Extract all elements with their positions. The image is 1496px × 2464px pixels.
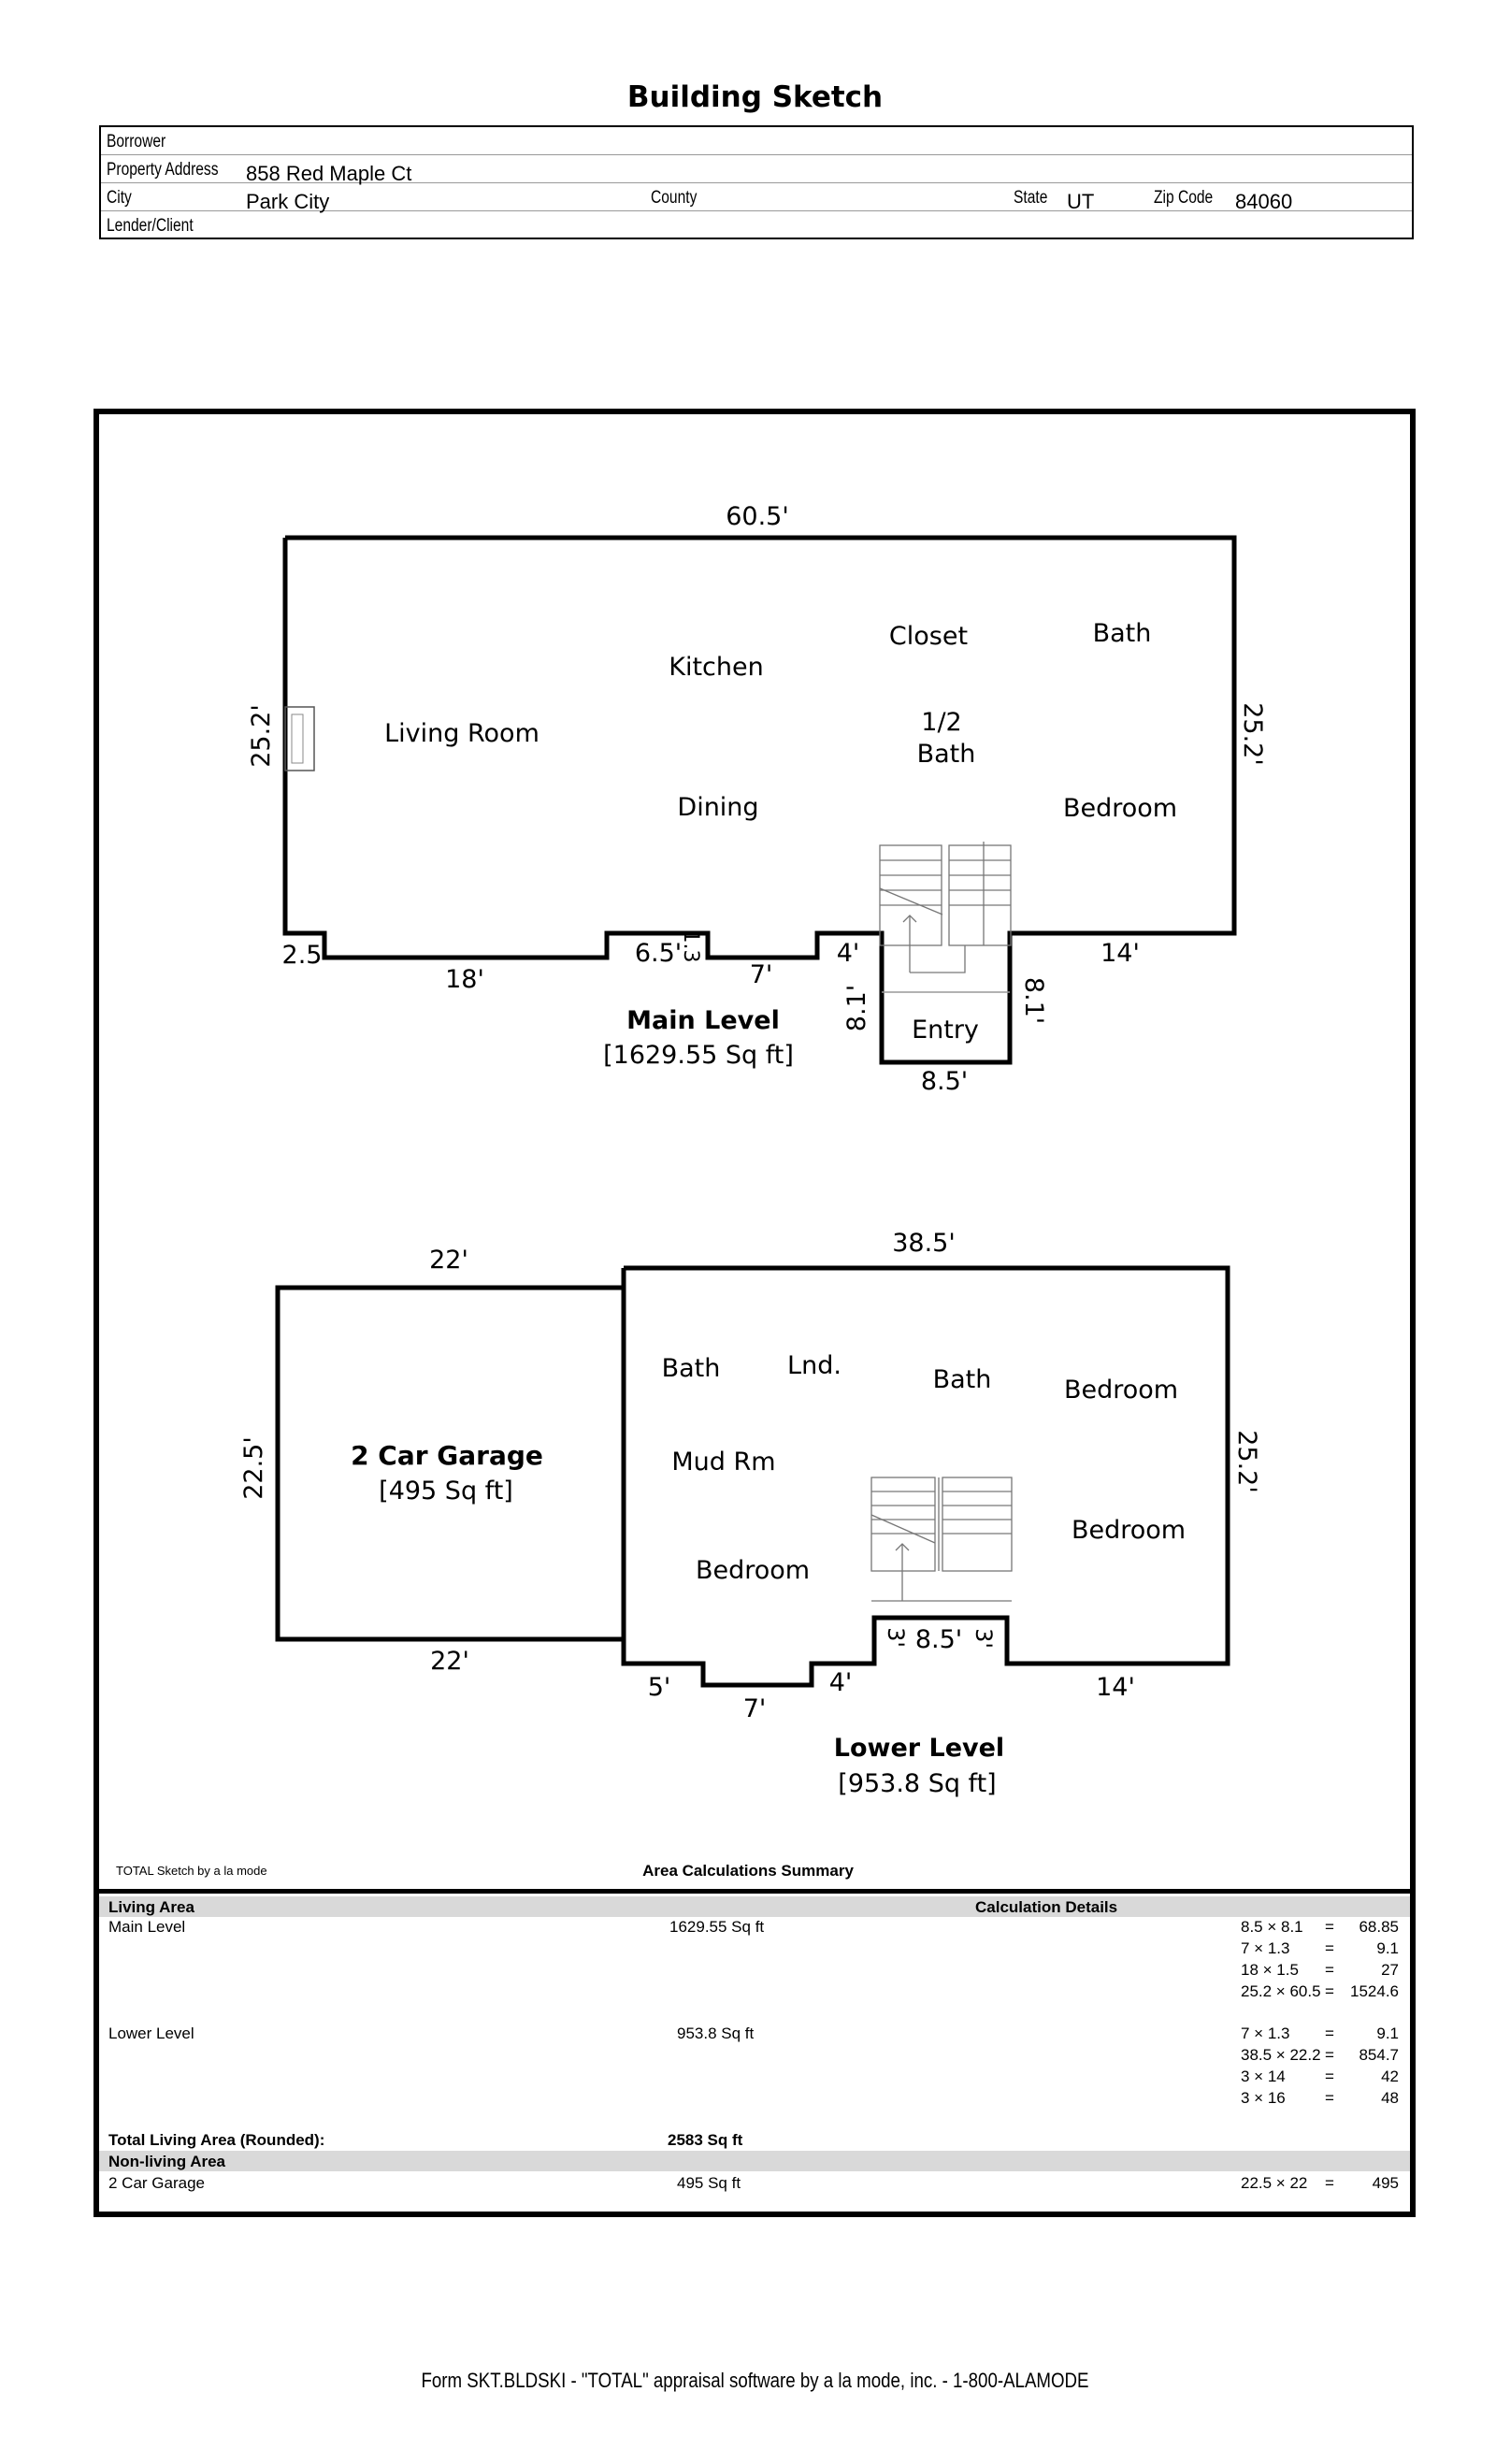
lower-bath-label-1: Bath <box>661 1354 721 1383</box>
city-value: Park City <box>246 190 330 213</box>
main-dim-right: 25.2' <box>1238 702 1267 766</box>
main-dim-2-5: 2.5 <box>281 941 323 970</box>
non-living-area-header: Non-living Area <box>108 2153 225 2170</box>
calc-expr: 3 × 14 <box>1241 2068 1286 2085</box>
living-area-header-band <box>99 1896 1410 1917</box>
calc-expr: 7 × 1.3 <box>1241 2025 1290 2042</box>
calc-result: 48 <box>1381 2089 1399 2107</box>
calc-result: 1524.6 <box>1350 1982 1399 2000</box>
borrower-label: Borrower <box>107 132 166 151</box>
lower-dim-5: 5' <box>647 1673 671 1702</box>
garage-dim-bottom: 22' <box>430 1647 469 1676</box>
laundry-label: Lnd. <box>787 1351 842 1380</box>
county-label: County <box>651 188 698 208</box>
total-living-area-label: Total Living Area (Rounded): <box>108 2131 325 2149</box>
sketch-software-label: TOTAL Sketch by a la mode <box>116 1864 267 1878</box>
half-bath-label-2: Bath <box>916 740 976 769</box>
calc-eq: = <box>1325 1918 1334 1936</box>
fireplace-symbol <box>285 707 314 771</box>
calc-result: 42 <box>1381 2068 1399 2085</box>
lower-dim-top: 38.5' <box>892 1229 956 1258</box>
main-dim-14: 14' <box>1100 939 1140 968</box>
lower-bedroom-label-1: Bedroom <box>1063 1376 1179 1405</box>
entry-dim-right: 8.1' <box>1019 976 1048 1025</box>
lower-dim-3-left: 3' <box>883 1627 909 1648</box>
calc-expr: 3 × 16 <box>1241 2089 1286 2107</box>
calc-result: 854.7 <box>1359 2046 1399 2064</box>
main-level-row-area: 1629.55 Sq ft <box>669 1918 765 1936</box>
garage-calc-result: 495 <box>1372 2174 1399 2192</box>
total-living-area-value: 2583 Sq ft <box>668 2131 743 2149</box>
main-dim-4: 4' <box>836 939 860 968</box>
lower-level-area: [953.8 Sq ft] <box>838 1769 997 1798</box>
calc-expr: 25.2 × 60.5 <box>1241 1982 1321 2000</box>
garage-name: 2 Car Garage <box>351 1440 543 1471</box>
dining-label: Dining <box>677 793 759 822</box>
calc-eq: = <box>1325 1982 1334 2000</box>
non-living-header-band <box>99 2151 1410 2171</box>
kitchen-label: Kitchen <box>669 653 764 682</box>
calc-expr: 38.5 × 22.2 <box>1241 2046 1321 2064</box>
mud-room-label: Mud Rm <box>671 1448 776 1477</box>
calc-expr: 8.5 × 8.1 <box>1241 1918 1303 1936</box>
main-stairs-symbol <box>880 842 1011 973</box>
calc-expr: 7 × 1.3 <box>1241 1939 1290 1957</box>
main-level-name: Main Level <box>626 1006 780 1035</box>
garage-row-name: 2 Car Garage <box>108 2174 205 2192</box>
lower-bedroom-label-3: Bedroom <box>1071 1516 1187 1545</box>
lower-stairs-symbol <box>871 1477 1012 1601</box>
garage-dim-left: 22.5' <box>239 1436 268 1500</box>
main-dim-6-5: 6.5' <box>634 939 683 968</box>
main-dim-top: 60.5' <box>726 502 789 531</box>
calc-expr: 18 × 1.5 <box>1241 1961 1299 1979</box>
garage-row-area: 495 Sq ft <box>677 2174 741 2192</box>
lower-level-name: Lower Level <box>833 1734 1005 1763</box>
lower-bath-label-2: Bath <box>932 1365 992 1394</box>
city-label: City <box>107 188 132 208</box>
main-dim-7: 7' <box>749 960 773 989</box>
main-level-area: [1629.55 Sq ft] <box>603 1041 794 1070</box>
property-address-value: 858 Red Maple Ct <box>246 162 412 185</box>
lower-dim-8-5: 8.5' <box>914 1625 963 1654</box>
living-area-header: Living Area <box>108 1898 194 1916</box>
half-bath-label-1: 1/2 <box>921 708 962 737</box>
lower-dim-14: 14' <box>1096 1673 1135 1702</box>
lower-dim-3-right: 3' <box>971 1628 997 1649</box>
lower-level-row-name: Lower Level <box>108 2025 194 2042</box>
garage-dim-top: 22' <box>429 1246 468 1275</box>
lender-label: Lender/Client <box>107 216 194 236</box>
garage-area: [495 Sq ft] <box>379 1477 513 1506</box>
calc-result: 27 <box>1381 1961 1399 1979</box>
calc-eq: = <box>1325 2025 1334 2042</box>
calc-eq: = <box>1325 1961 1334 1979</box>
calc-eq: = <box>1325 2089 1334 2107</box>
state-value: UT <box>1067 190 1095 213</box>
lower-bedroom-label-2: Bedroom <box>695 1556 811 1585</box>
area-summary-table <box>99 1889 1410 2212</box>
calc-eq: = <box>1325 2068 1334 2085</box>
main-bath-label: Bath <box>1092 619 1152 648</box>
closet-label: Closet <box>888 622 969 651</box>
garage-calc-expr: 22.5 × 22 <box>1241 2174 1308 2192</box>
main-dim-left: 25.2' <box>247 704 276 768</box>
entry-dim-bottom: 8.5' <box>920 1067 969 1096</box>
zip-code-value: 84060 <box>1235 190 1293 213</box>
lower-dim-4: 4' <box>828 1668 853 1697</box>
entry-dim-left: 8.1' <box>842 984 871 1032</box>
calc-result: 9.1 <box>1376 1939 1399 1957</box>
main-level-row-name: Main Level <box>108 1918 186 1936</box>
calc-eq: = <box>1325 1939 1334 1957</box>
zip-code-label: Zip Code <box>1154 188 1214 208</box>
lower-level-row-area: 953.8 Sq ft <box>677 2025 755 2042</box>
calc-result: 9.1 <box>1376 2025 1399 2042</box>
form-footer: Form SKT.BLDSKI - "TOTAL" appraisal software by a la mode, inc. - 1-800-ALAMODE <box>421 2369 1089 2392</box>
living-room-label: Living Room <box>384 719 539 748</box>
lower-dim-7: 7' <box>742 1694 767 1723</box>
garage-calc-eq: = <box>1325 2174 1334 2192</box>
lower-level-outline <box>624 1268 1228 1685</box>
property-address-label: Property Address <box>107 160 219 180</box>
calc-eq: = <box>1325 2046 1334 2064</box>
main-dim-18: 18' <box>445 965 484 994</box>
calc-result: 68.85 <box>1359 1918 1399 1936</box>
state-label: State <box>1014 188 1048 208</box>
page-title: Building Sketch <box>626 80 884 114</box>
calc-details-header: Calculation Details <box>975 1898 1118 1916</box>
main-bedroom-label: Bedroom <box>1062 794 1178 823</box>
area-summary-title: Area Calculations Summary <box>642 1862 854 1880</box>
main-dim-1-3: 1.3 <box>679 929 702 963</box>
lower-dim-right: 25.2' <box>1232 1430 1261 1493</box>
entry-label: Entry <box>912 1016 979 1045</box>
